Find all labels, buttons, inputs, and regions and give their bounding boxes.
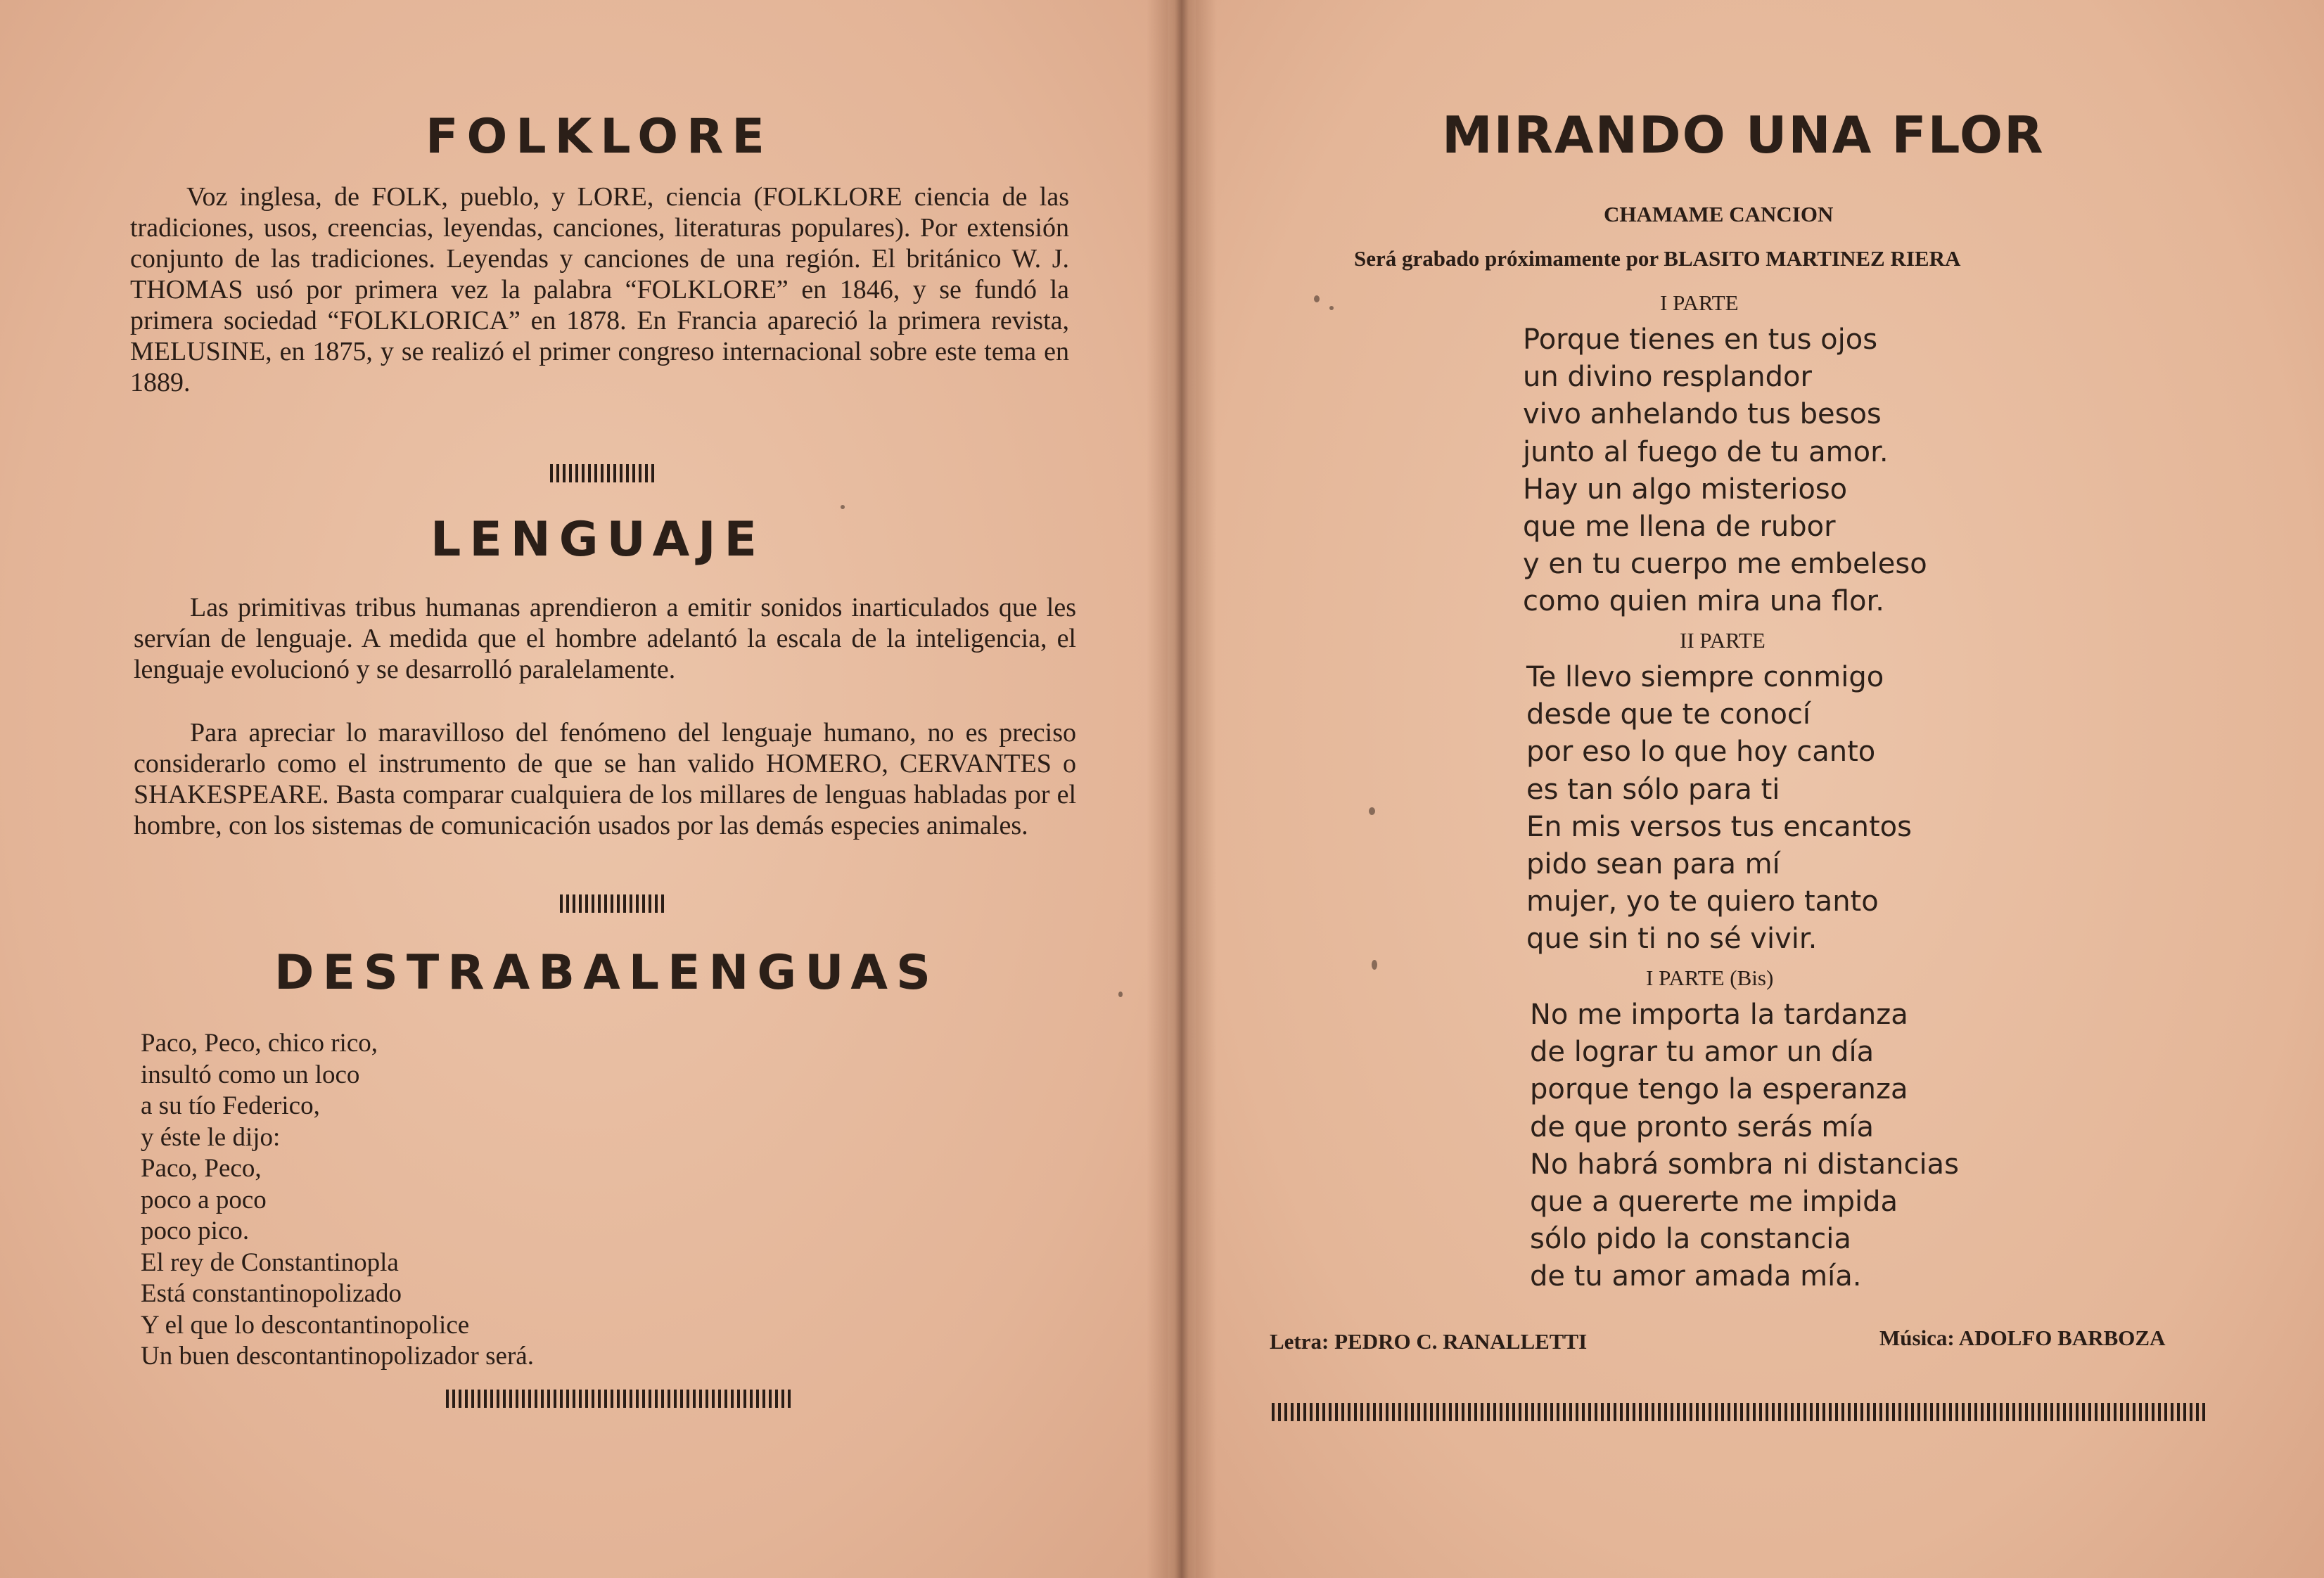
- section-separator: [550, 464, 654, 482]
- lyrics-credit: Letra: PEDRO C. RANALLETTI: [1270, 1329, 1588, 1354]
- poem-line: Paco, Peco, chico rico,: [141, 1029, 378, 1058]
- lyric-line: No me importa la tardanza: [1530, 999, 1908, 1031]
- music-credit: Música: ADOLFO BARBOZA: [1879, 1326, 2166, 1350]
- poem-line: El rey de Constantinopla: [141, 1247, 399, 1277]
- poem-line: poco pico.: [141, 1217, 250, 1245]
- lenguaje-paragraph-1: Las primitivas tribus humanas aprendieron a emitir sonidos inarticulados que les servían de lenguaje. A medida que el hombre adelantó la escala de la inteligencia, el lenguaje evolucionó y se desarrolló paralelamente.: [134, 593, 1076, 684]
- destrabalenguas-heading: DESTRABALENGUAS: [274, 945, 939, 1001]
- recording-note: Será grabado próximamente por BLASITO MARTINEZ RIERA: [1354, 246, 1961, 271]
- lyric-line: que sin ti no sé vivir.: [1526, 923, 1818, 956]
- poem-line: Un buen descontantinopolizador será.: [141, 1342, 534, 1371]
- song-title: MIRANDO UNA FLOR: [1442, 105, 2045, 165]
- poem-line: Está constantinopolizado: [141, 1279, 402, 1308]
- lyric-line: un divino resplandor: [1523, 361, 1812, 394]
- lyric-line: Hay un algo misterioso: [1523, 473, 1848, 506]
- book-spine: [1147, 0, 1217, 1578]
- lyric-line: y en tu cuerpo me embeleso: [1523, 548, 1927, 581]
- poem-line: Paco, Peco,: [141, 1154, 262, 1183]
- lyric-line: No habrá sombra ni distancias: [1530, 1148, 1959, 1181]
- part-label: I PARTE (Bis): [1646, 966, 1774, 990]
- lyric-line: de lograr tu amor un día: [1530, 1036, 1875, 1069]
- lyric-line: desde que te conocí: [1526, 698, 1811, 731]
- lyric-line: que a quererte me impida: [1530, 1186, 1898, 1219]
- lyric-line: junto al fuego de tu amor.: [1523, 435, 1889, 468]
- lyric-line: pido sean para mí: [1526, 848, 1780, 881]
- lyrics-part-3: [1530, 996, 1959, 1296]
- lyric-line: es tan sólo para ti: [1526, 773, 1780, 806]
- paper-speck: [841, 505, 845, 509]
- poem-line: Y el que lo descontantinopolice: [141, 1310, 470, 1340]
- paper-speck: [1329, 306, 1334, 310]
- section-separator: [446, 1390, 791, 1408]
- lenguaje-heading: LENGUAJE: [430, 512, 766, 567]
- paper-speck: [1369, 807, 1375, 815]
- lenguaje-paragraph-2: Para apreciar lo maravilloso del fenómeno del lenguaje humano, no es preciso considerarlo como el instrumento de que se han valido HOMERO, CERVANTES o SHAKESPEARE. Basta comparar cualquiera de los millares de lenguas habladas por el hombre, con los sistemas de comunicación usados por las demás especies animales.: [134, 718, 1076, 840]
- section-separator: [560, 894, 664, 913]
- poem-line: a su tío Federico,: [141, 1091, 320, 1120]
- lyric-line: Te llevo siempre conmigo: [1526, 661, 1884, 693]
- paper-speck: [1314, 295, 1320, 302]
- part-label: I PARTE: [1660, 290, 1739, 315]
- lyric-line: de que pronto serás mía: [1530, 1110, 1874, 1143]
- folklore-heading: FOLKLORE: [426, 109, 773, 165]
- lyrics-part-2: [1526, 659, 1912, 958]
- poem-line: insultó como un loco: [141, 1060, 360, 1089]
- song-genre: CHAMAME CANCION: [1604, 202, 1834, 226]
- lyric-line: porque tengo la esperanza: [1530, 1073, 1908, 1106]
- paper-speck: [1118, 992, 1123, 997]
- lyric-line: por eso lo que hoy canto: [1526, 736, 1876, 769]
- lyric-line: como quien mira una flor.: [1523, 585, 1884, 618]
- lyric-line: mujer, yo te quiero tanto: [1526, 885, 1879, 918]
- lyric-line: que me llena de rubor: [1523, 511, 1836, 544]
- lyric-line: sólo pido la constancia: [1530, 1223, 1851, 1256]
- lyric-line: En mis versos tus encantos: [1526, 810, 1912, 843]
- poem-line: y éste le dijo:: [141, 1122, 281, 1152]
- destrabalenguas-poem: [141, 1028, 534, 1373]
- lyric-line: vivo anhelando tus besos: [1523, 398, 1882, 431]
- lyric-line: Porque tienes en tus ojos: [1523, 323, 1878, 356]
- lyric-line: de tu amor amada mía.: [1530, 1260, 1862, 1293]
- paper-speck: [1372, 960, 1377, 970]
- poem-line: poco a poco: [141, 1185, 267, 1214]
- folklore-paragraph: Voz inglesa, de FOLK, pueblo, y LORE, ciencia (FOLKLORE ciencia de las tradiciones, usos, creencias, leyendas, canciones, literaturas populares). Por extensión conjunto de las tradiciones. Leyendas y canciones de una región. El británico W. J. THOMAS usó por primera vez la palabra “FOLKLORE” en 1846, y se fundó la primera sociedad “FOLKLORICA” en 1878. En Francia apareció la primera revista, MELUSINE, en 1875, y se realizó el primer congreso internacional sobre este tema en 1889.: [130, 182, 1069, 397]
- lyrics-part-1: [1523, 321, 1927, 621]
- part-label: II PARTE: [1680, 628, 1766, 653]
- section-separator: [1272, 1403, 2209, 1421]
